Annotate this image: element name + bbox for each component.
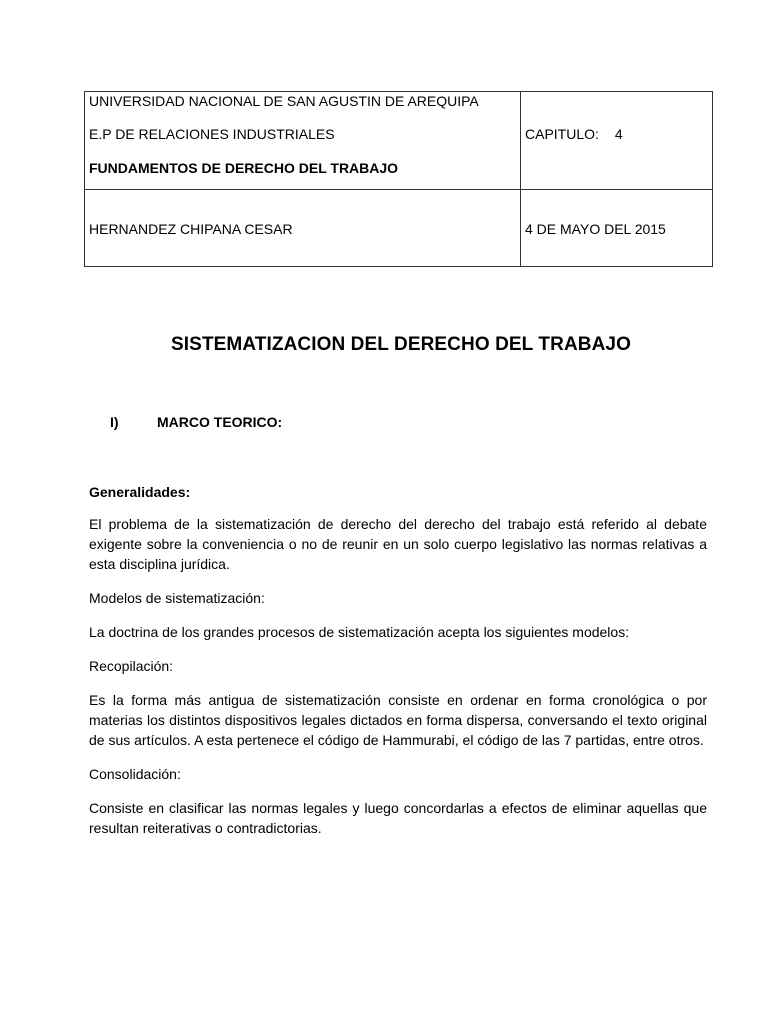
document-title: SISTEMATIZACION DEL DERECHO DEL TRABAJO [171, 334, 631, 355]
paragraph-consolidacion: Consiste en clasificar las normas legales y luego concordarlas a efectos de eliminar aquellas que resultan reiterativas o contradictorias. [89, 800, 707, 836]
header-row-1 [85, 92, 713, 190]
consolidacion-heading: Consolidación: [89, 766, 181, 782]
paragraph-problema: El problema de la sistematización de derecho del derecho del trabajo está referido al debate exigente sobre la conveniencia o no de reunir en un solo cuerpo legislativo las normas relativas a esta disciplina jurídica. [89, 516, 707, 572]
university-name: UNIVERSIDAD NACIONAL DE SAN AGUSTIN DE AREQUIPA [89, 93, 479, 109]
document-date: 4 DE MAYO DEL 2015 [525, 221, 666, 237]
chapter-label: CAPITULO: [525, 126, 599, 142]
generalidades-heading: Generalidades: [89, 484, 191, 500]
modelos-heading: Modelos de sistematización: [89, 590, 265, 606]
section-label: MARCO TEORICO: [157, 414, 283, 430]
paragraph-recopilacion: Es la forma más antigua de sistematización consiste en ordenar en forma cronológica o por materias los distintos dispositivos legales dictados en forma dispersa, conversando el texto original de sus artículos. A esta pertenece el código de Hammurabi, el código de las 7 partidas, entre otros. [89, 692, 707, 748]
institution-cell [85, 92, 521, 190]
school-name: E.P DE RELACIONES INDUSTRIALES [89, 126, 335, 142]
section-number: I) [110, 414, 119, 430]
date-cell [521, 190, 713, 267]
author-name: HERNANDEZ CHIPANA CESAR [89, 221, 293, 237]
chapter-cell [521, 92, 713, 190]
chapter-number: 4 [614, 126, 623, 142]
section-heading [110, 414, 282, 430]
course-name: FUNDAMENTOS DE DERECHO DEL TRABAJO [89, 160, 399, 176]
header-row-2 [85, 190, 713, 267]
recopilacion-heading: Recopilación: [89, 658, 174, 674]
header-table [84, 91, 713, 267]
author-cell [85, 190, 521, 267]
paragraph-doctrina: La doctrina de los grandes procesos de sistematización acepta los siguientes modelos: [89, 624, 630, 640]
body-content [89, 482, 707, 852]
